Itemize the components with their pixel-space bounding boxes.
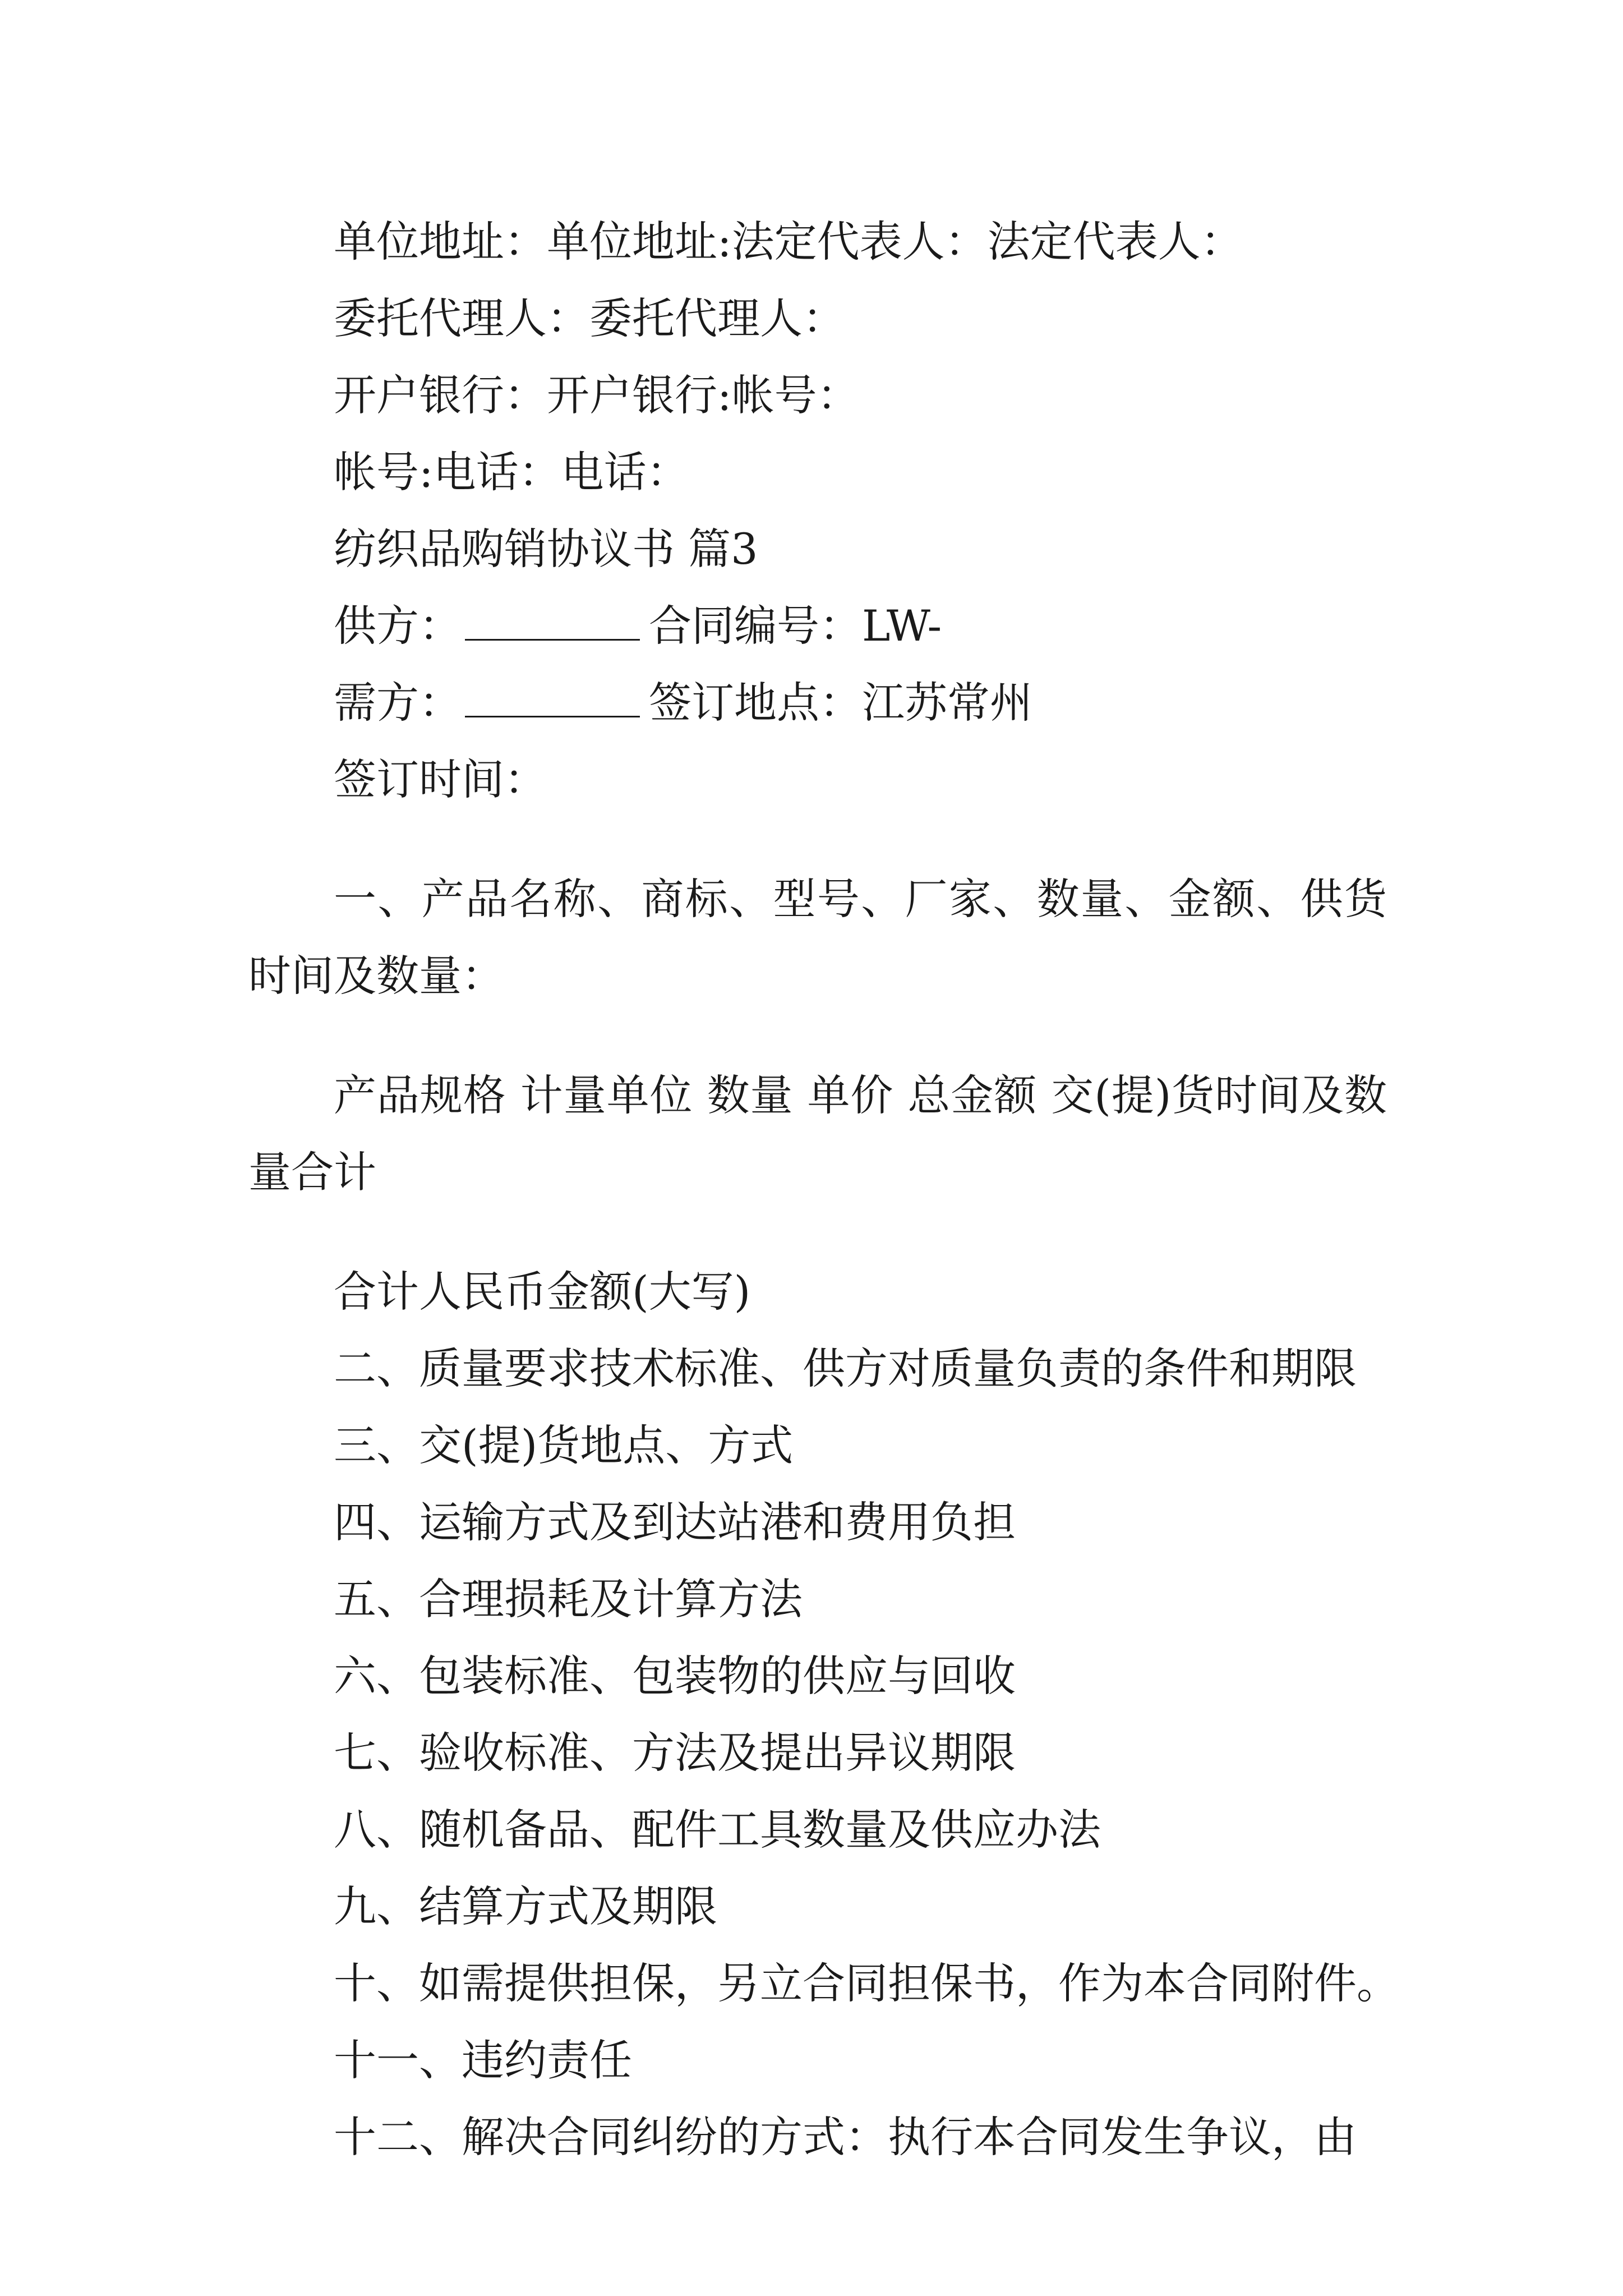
clause-line: 八、随机备品、配件工具数量及供应办法 bbox=[334, 1805, 1101, 1855]
text-line: 开户银行：开户银行:帐号： bbox=[334, 370, 860, 420]
clause-line: 三、交(提)货地点、方式 bbox=[334, 1420, 794, 1470]
signing-place-label: 签订地点：江苏常州 bbox=[649, 678, 1032, 728]
text-line: 委托代理人：委托代理人： bbox=[334, 293, 845, 343]
buyer-line bbox=[248, 664, 1387, 741]
clause-line: 四、运输方式及到达站港和费用负担 bbox=[334, 1497, 1016, 1547]
buyer-blank bbox=[465, 681, 640, 717]
text-line: 合计人民币金额(大写) bbox=[334, 1267, 751, 1317]
clause-line: 十一、违约责任 bbox=[334, 2035, 632, 2085]
document-body bbox=[248, 203, 1399, 2175]
contract-number-label: 合同编号：LW- bbox=[649, 601, 942, 651]
clause-line: 十二、解决合同纠纷的方式：执行本合同发生争议，由 bbox=[334, 2112, 1357, 2162]
supplier-line bbox=[248, 587, 1387, 664]
section-heading: 纺织品购销协议书 篇3 bbox=[334, 524, 758, 574]
clause-line: 五、合理损耗及计算方法 bbox=[334, 1574, 803, 1624]
clause-line: 六、包装标准、包装物的供应与回收 bbox=[334, 1651, 1016, 1701]
supplier-label: 供方： bbox=[334, 601, 462, 651]
clause-line: 七、验收标准、方法及提出异议期限 bbox=[334, 1728, 1016, 1778]
table-header-paragraph: 产品规格 计量单位 数量 单价 总金额 交(提)货时间及数量合计 bbox=[248, 1070, 1387, 1197]
supplier-blank bbox=[465, 604, 640, 641]
signing-time-line: 签订时间： bbox=[334, 754, 547, 804]
text-line: 单位地址：单位地址:法定代表人：法定代表人： bbox=[334, 217, 1243, 266]
clause-line: 二、质量要求技术标准、供方对质量负责的条件和期限 bbox=[334, 1343, 1357, 1393]
clause-line: 九、结算方式及期限 bbox=[334, 1881, 717, 1931]
text-line: 帐号:电话：电话： bbox=[334, 447, 689, 497]
clause-paragraph: 一、产品名称、商标、型号、厂家、数量、金额、供货时间及数量： bbox=[248, 874, 1387, 1001]
buyer-label: 需方： bbox=[334, 678, 462, 728]
clause-line: 十、如需提供担保，另立合同担保书，作为本合同附件。 bbox=[334, 1958, 1399, 2008]
